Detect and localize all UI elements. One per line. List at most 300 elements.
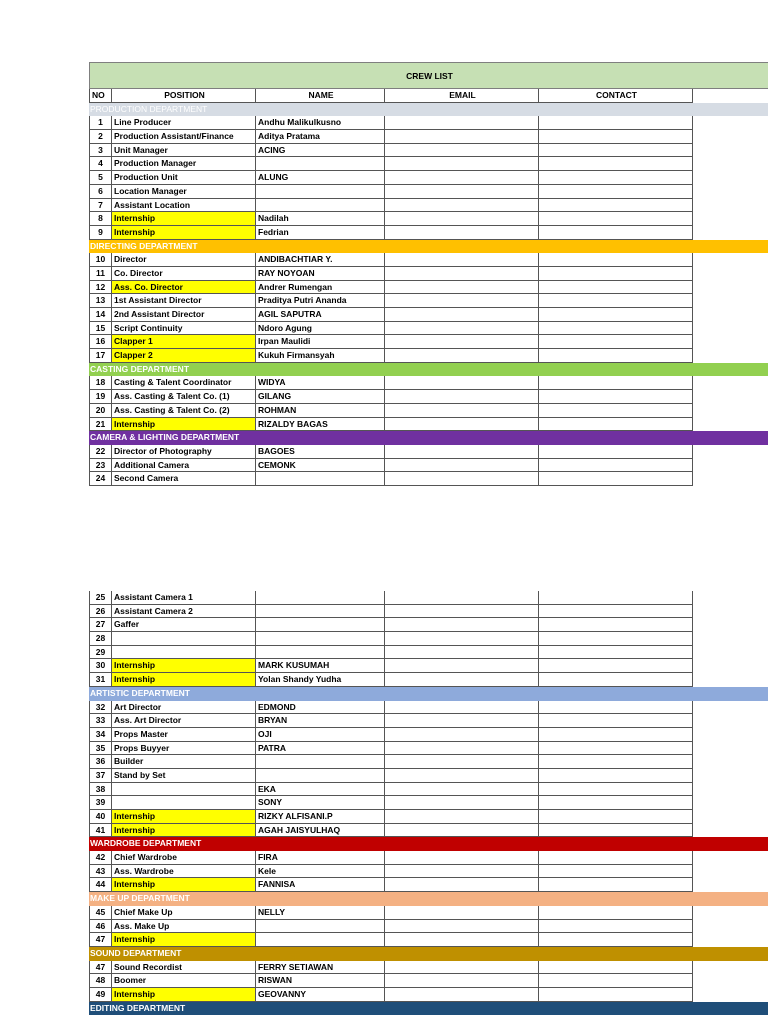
row-email[interactable] xyxy=(385,376,539,390)
row-email[interactable] xyxy=(385,920,539,934)
row-name[interactable]: Kukuh Firmansyah xyxy=(256,349,385,363)
row-email[interactable] xyxy=(385,212,539,226)
row-contact[interactable] xyxy=(539,605,693,619)
row-email[interactable] xyxy=(385,961,539,975)
crew-row xyxy=(89,591,768,605)
row-number[interactable]: 32 xyxy=(89,701,112,715)
row-email[interactable] xyxy=(385,906,539,920)
row-contact[interactable] xyxy=(539,618,693,632)
crew-row xyxy=(89,171,768,185)
row-number[interactable]: 31 xyxy=(89,673,112,687)
row-email[interactable] xyxy=(385,308,539,322)
row-number[interactable]: 36 xyxy=(89,755,112,769)
header-row xyxy=(89,89,768,103)
row-contact[interactable] xyxy=(539,783,693,797)
row-number[interactable]: 46 xyxy=(89,920,112,934)
row-contact[interactable] xyxy=(539,445,693,459)
row-number[interactable]: 30 xyxy=(89,659,112,673)
row-position[interactable]: Production Manager xyxy=(112,157,256,171)
row-position[interactable]: Unit Manager xyxy=(112,144,256,158)
row-name[interactable] xyxy=(256,199,385,213)
row-position[interactable]: Internship xyxy=(112,988,256,1002)
row-email[interactable] xyxy=(385,933,539,947)
row-number[interactable]: 9 xyxy=(89,226,112,240)
row-position[interactable]: Assistant Camera 2 xyxy=(112,605,256,619)
row-position[interactable]: Script Continuity xyxy=(112,322,256,336)
row-position[interactable] xyxy=(112,796,256,810)
row-name[interactable]: Andrer Rumengan xyxy=(256,281,385,295)
row-number[interactable]: 3 xyxy=(89,144,112,158)
row-position[interactable]: Director of Photography xyxy=(112,445,256,459)
row-number[interactable]: 17 xyxy=(89,349,112,363)
row-email[interactable] xyxy=(385,865,539,879)
row-number[interactable]: 27 xyxy=(89,618,112,632)
row-position[interactable]: Production Unit xyxy=(112,171,256,185)
row-name[interactable]: FIRA xyxy=(256,851,385,865)
row-contact[interactable] xyxy=(539,185,693,199)
row-contact[interactable] xyxy=(539,906,693,920)
row-email[interactable] xyxy=(385,714,539,728)
row-position[interactable]: Internship xyxy=(112,878,256,892)
row-name[interactable]: ROHMAN xyxy=(256,404,385,418)
row-name[interactable]: Aditya Pratama xyxy=(256,130,385,144)
row-name[interactable]: RAY NOYOAN xyxy=(256,267,385,281)
row-name[interactable]: Irpan Maulidi xyxy=(256,335,385,349)
row-name[interactable] xyxy=(256,591,385,605)
header-contact: CONTACT xyxy=(539,89,693,103)
row-position[interactable]: Ass. Wardrobe xyxy=(112,865,256,879)
row-name[interactable]: GEOVANNY xyxy=(256,988,385,1002)
row-number[interactable]: 47 xyxy=(89,933,112,947)
row-contact[interactable] xyxy=(539,646,693,660)
row-name[interactable]: AGIL SAPUTRA xyxy=(256,308,385,322)
row-position[interactable]: Chief Make Up xyxy=(112,906,256,920)
row-position[interactable]: Clapper 1 xyxy=(112,335,256,349)
row-contact[interactable] xyxy=(539,769,693,783)
row-number[interactable]: 18 xyxy=(89,376,112,390)
crew-row xyxy=(89,755,768,769)
row-position[interactable]: Internship xyxy=(112,226,256,240)
row-position[interactable]: Casting & Talent Coordinator xyxy=(112,376,256,390)
crew-row xyxy=(89,961,768,975)
crew-row xyxy=(89,281,768,295)
row-name[interactable]: ACING xyxy=(256,144,385,158)
row-email[interactable] xyxy=(385,783,539,797)
row-name[interactable]: OJI xyxy=(256,728,385,742)
row-name[interactable]: ANDIBACHTIAR Y. xyxy=(256,253,385,267)
row-position[interactable] xyxy=(112,632,256,646)
row-name[interactable]: Yolan Shandy Yudha xyxy=(256,673,385,687)
row-number[interactable]: 40 xyxy=(89,810,112,824)
row-email[interactable] xyxy=(385,459,539,473)
row-number[interactable]: 26 xyxy=(89,605,112,619)
row-name[interactable]: GILANG xyxy=(256,390,385,404)
row-position[interactable]: Internship xyxy=(112,933,256,947)
row-name[interactable] xyxy=(256,920,385,934)
row-email[interactable] xyxy=(385,605,539,619)
row-name[interactable]: SONY xyxy=(256,796,385,810)
row-position[interactable]: 2nd Assistant Director xyxy=(112,308,256,322)
row-contact[interactable] xyxy=(539,796,693,810)
row-name[interactable]: AGAH JAISYULHAQ xyxy=(256,824,385,838)
row-email[interactable] xyxy=(385,390,539,404)
row-number[interactable]: 4 xyxy=(89,157,112,171)
row-email[interactable] xyxy=(385,171,539,185)
crew-row xyxy=(89,322,768,336)
row-contact[interactable] xyxy=(539,116,693,130)
row-position[interactable]: Clapper 2 xyxy=(112,349,256,363)
row-number[interactable]: 6 xyxy=(89,185,112,199)
row-contact[interactable] xyxy=(539,144,693,158)
row-position[interactable]: Additional Camera xyxy=(112,459,256,473)
row-position[interactable] xyxy=(112,783,256,797)
row-email[interactable] xyxy=(385,472,539,486)
row-name[interactable] xyxy=(256,933,385,947)
crew-row xyxy=(89,459,768,473)
row-email[interactable] xyxy=(385,116,539,130)
row-email[interactable] xyxy=(385,157,539,171)
row-email[interactable] xyxy=(385,659,539,673)
row-number[interactable]: 15 xyxy=(89,322,112,336)
crew-row xyxy=(89,851,768,865)
department-header: WARDROBE DEPARTMENT xyxy=(89,837,768,851)
row-position[interactable]: Gaffer xyxy=(112,618,256,632)
row-name[interactable]: MARK KUSUMAH xyxy=(256,659,385,673)
department-header: CASTING DEPARTMENT xyxy=(89,363,768,377)
row-contact[interactable] xyxy=(539,212,693,226)
row-name[interactable]: FANNISA xyxy=(256,878,385,892)
row-number[interactable]: 35 xyxy=(89,742,112,756)
row-position[interactable]: Art Director xyxy=(112,701,256,715)
row-name[interactable] xyxy=(256,605,385,619)
row-name[interactable]: Praditya Putri Ananda xyxy=(256,294,385,308)
row-number[interactable]: 7 xyxy=(89,199,112,213)
row-number[interactable]: 21 xyxy=(89,418,112,432)
row-contact[interactable] xyxy=(539,472,693,486)
row-number[interactable]: 2 xyxy=(89,130,112,144)
row-contact[interactable] xyxy=(539,865,693,879)
row-contact[interactable] xyxy=(539,322,693,336)
row-number[interactable]: 24 xyxy=(89,472,112,486)
row-number[interactable]: 13 xyxy=(89,294,112,308)
row-name[interactable]: NELLY xyxy=(256,906,385,920)
row-contact[interactable] xyxy=(539,157,693,171)
row-contact[interactable] xyxy=(539,933,693,947)
crew-row xyxy=(89,988,768,1002)
row-number[interactable]: 5 xyxy=(89,171,112,185)
row-email[interactable] xyxy=(385,591,539,605)
row-name[interactable]: WIDYA xyxy=(256,376,385,390)
row-number[interactable]: 14 xyxy=(89,308,112,322)
row-number[interactable]: 11 xyxy=(89,267,112,281)
row-number[interactable]: 45 xyxy=(89,906,112,920)
crew-row xyxy=(89,933,768,947)
row-number[interactable]: 38 xyxy=(89,783,112,797)
crew-row xyxy=(89,418,768,432)
row-email[interactable] xyxy=(385,769,539,783)
row-position[interactable]: Internship xyxy=(112,810,256,824)
row-position[interactable]: Ass. Make Up xyxy=(112,920,256,934)
row-position[interactable]: Assistant Location xyxy=(112,199,256,213)
row-position[interactable]: Chief Wardrobe xyxy=(112,851,256,865)
row-position[interactable]: Internship xyxy=(112,673,256,687)
crew-row xyxy=(89,974,768,988)
row-position[interactable]: Director xyxy=(112,253,256,267)
row-name[interactable]: ALUNG xyxy=(256,171,385,185)
department-header: MAKE UP DEPARTMENT xyxy=(89,892,768,906)
row-contact[interactable] xyxy=(539,418,693,432)
row-email[interactable] xyxy=(385,199,539,213)
row-email[interactable] xyxy=(385,445,539,459)
row-position[interactable]: Location Manager xyxy=(112,185,256,199)
row-email[interactable] xyxy=(385,618,539,632)
crew-row xyxy=(89,294,768,308)
row-email[interactable] xyxy=(385,701,539,715)
crew-list-title: CREW LIST xyxy=(89,62,768,89)
row-position[interactable]: Ass. Co. Director xyxy=(112,281,256,295)
row-contact[interactable] xyxy=(539,701,693,715)
row-email[interactable] xyxy=(385,335,539,349)
row-contact[interactable] xyxy=(539,308,693,322)
row-contact[interactable] xyxy=(539,226,693,240)
row-contact[interactable] xyxy=(539,171,693,185)
row-name[interactable]: EKA xyxy=(256,783,385,797)
row-number[interactable]: 29 xyxy=(89,646,112,660)
crew-row xyxy=(89,335,768,349)
crew-list-sheet-top xyxy=(89,62,768,486)
row-email[interactable] xyxy=(385,418,539,432)
row-contact[interactable] xyxy=(539,714,693,728)
row-contact[interactable] xyxy=(539,404,693,418)
row-email[interactable] xyxy=(385,267,539,281)
crew-list-sheet-bottom xyxy=(89,591,768,1015)
row-position[interactable]: Line Producer xyxy=(112,116,256,130)
crew-row xyxy=(89,742,768,756)
row-number[interactable]: 42 xyxy=(89,851,112,865)
row-number[interactable]: 20 xyxy=(89,404,112,418)
row-position[interactable]: Internship xyxy=(112,418,256,432)
row-contact[interactable] xyxy=(539,810,693,824)
crew-row xyxy=(89,130,768,144)
row-position[interactable]: Co. Director xyxy=(112,267,256,281)
row-email[interactable] xyxy=(385,144,539,158)
row-number[interactable]: 12 xyxy=(89,281,112,295)
row-position[interactable]: Internship xyxy=(112,659,256,673)
row-contact[interactable] xyxy=(539,130,693,144)
row-name[interactable] xyxy=(256,185,385,199)
department-header: DIRECTING DEPARTMENT xyxy=(89,240,768,254)
row-position[interactable]: Ass. Casting & Talent Co. (1) xyxy=(112,390,256,404)
row-name[interactable]: PATRA xyxy=(256,742,385,756)
row-name[interactable] xyxy=(256,472,385,486)
row-position[interactable]: Builder xyxy=(112,755,256,769)
row-number[interactable]: 49 xyxy=(89,988,112,1002)
row-number[interactable]: 8 xyxy=(89,212,112,226)
row-position[interactable]: Props Buyyer xyxy=(112,742,256,756)
row-contact[interactable] xyxy=(539,335,693,349)
row-email[interactable] xyxy=(385,673,539,687)
crew-row xyxy=(89,810,768,824)
row-position[interactable]: Assistant Camera 1 xyxy=(112,591,256,605)
row-contact[interactable] xyxy=(539,376,693,390)
crew-row xyxy=(89,226,768,240)
header-position: POSITION xyxy=(112,89,256,103)
row-email[interactable] xyxy=(385,646,539,660)
row-email[interactable] xyxy=(385,851,539,865)
row-name[interactable]: BAGOES xyxy=(256,445,385,459)
crew-row xyxy=(89,404,768,418)
row-email[interactable] xyxy=(385,404,539,418)
row-email[interactable] xyxy=(385,824,539,838)
row-name[interactable]: FERRY SETIAWAN xyxy=(256,961,385,975)
row-email[interactable] xyxy=(385,974,539,988)
row-name[interactable] xyxy=(256,618,385,632)
row-contact[interactable] xyxy=(539,988,693,1002)
row-contact[interactable] xyxy=(539,673,693,687)
row-name[interactable] xyxy=(256,157,385,171)
row-number[interactable]: 37 xyxy=(89,769,112,783)
row-name[interactable]: Fedrian xyxy=(256,226,385,240)
row-name[interactable]: RIZKY ALFISANI.P xyxy=(256,810,385,824)
row-contact[interactable] xyxy=(539,755,693,769)
row-position[interactable]: Production Assistant/Finance xyxy=(112,130,256,144)
row-number[interactable]: 28 xyxy=(89,632,112,646)
row-email[interactable] xyxy=(385,810,539,824)
crew-row xyxy=(89,185,768,199)
row-number[interactable]: 10 xyxy=(89,253,112,267)
row-name[interactable]: EDMOND xyxy=(256,701,385,715)
row-number[interactable]: 39 xyxy=(89,796,112,810)
row-contact[interactable] xyxy=(539,294,693,308)
row-contact[interactable] xyxy=(539,349,693,363)
row-email[interactable] xyxy=(385,796,539,810)
row-name[interactable]: Nadilah xyxy=(256,212,385,226)
crew-row xyxy=(89,267,768,281)
crew-row xyxy=(89,199,768,213)
row-contact[interactable] xyxy=(539,851,693,865)
crew-row xyxy=(89,445,768,459)
row-email[interactable] xyxy=(385,281,539,295)
row-contact[interactable] xyxy=(539,728,693,742)
row-contact[interactable] xyxy=(539,459,693,473)
crew-row xyxy=(89,157,768,171)
crew-row xyxy=(89,701,768,715)
row-email[interactable] xyxy=(385,322,539,336)
row-contact[interactable] xyxy=(539,878,693,892)
crew-row xyxy=(89,632,768,646)
row-contact[interactable] xyxy=(539,920,693,934)
row-contact[interactable] xyxy=(539,824,693,838)
row-number[interactable]: 44 xyxy=(89,878,112,892)
crew-row xyxy=(89,714,768,728)
row-email[interactable] xyxy=(385,130,539,144)
crew-row xyxy=(89,376,768,390)
row-name[interactable] xyxy=(256,632,385,646)
row-position[interactable]: Stand by Set xyxy=(112,769,256,783)
row-contact[interactable] xyxy=(539,974,693,988)
row-contact[interactable] xyxy=(539,961,693,975)
row-number[interactable]: 48 xyxy=(89,974,112,988)
row-email[interactable] xyxy=(385,253,539,267)
row-position[interactable]: Internship xyxy=(112,824,256,838)
row-email[interactable] xyxy=(385,728,539,742)
row-email[interactable] xyxy=(385,226,539,240)
row-position[interactable]: Ass. Art Director xyxy=(112,714,256,728)
row-number[interactable]: 16 xyxy=(89,335,112,349)
row-name[interactable] xyxy=(256,769,385,783)
row-name[interactable]: RISWAN xyxy=(256,974,385,988)
row-number[interactable]: 25 xyxy=(89,591,112,605)
row-email[interactable] xyxy=(385,349,539,363)
row-position[interactable] xyxy=(112,646,256,660)
row-name[interactable]: Kele xyxy=(256,865,385,879)
crew-row xyxy=(89,212,768,226)
row-position[interactable]: Second Camera xyxy=(112,472,256,486)
row-position[interactable]: Ass. Casting & Talent Co. (2) xyxy=(112,404,256,418)
row-contact[interactable] xyxy=(539,253,693,267)
row-name[interactable]: RIZALDY BAGAS xyxy=(256,418,385,432)
row-number[interactable]: 43 xyxy=(89,865,112,879)
row-email[interactable] xyxy=(385,878,539,892)
row-number[interactable]: 1 xyxy=(89,116,112,130)
crew-row xyxy=(89,796,768,810)
row-contact[interactable] xyxy=(539,199,693,213)
row-name[interactable]: Andhu Malikulkusno xyxy=(256,116,385,130)
row-contact[interactable] xyxy=(539,742,693,756)
row-number[interactable]: 23 xyxy=(89,459,112,473)
row-position[interactable]: Sound Recordist xyxy=(112,961,256,975)
row-number[interactable]: 34 xyxy=(89,728,112,742)
crew-row xyxy=(89,659,768,673)
row-email[interactable] xyxy=(385,294,539,308)
row-name[interactable] xyxy=(256,755,385,769)
row-number[interactable]: 41 xyxy=(89,824,112,838)
crew-row xyxy=(89,390,768,404)
row-contact[interactable] xyxy=(539,281,693,295)
row-name[interactable]: CEMONK xyxy=(256,459,385,473)
row-contact[interactable] xyxy=(539,659,693,673)
row-number[interactable]: 33 xyxy=(89,714,112,728)
row-name[interactable]: Ndoro Agung xyxy=(256,322,385,336)
department-header: PRODUCTION DEPARTMENT xyxy=(89,103,768,117)
row-email[interactable] xyxy=(385,185,539,199)
row-contact[interactable] xyxy=(539,632,693,646)
row-name[interactable] xyxy=(256,646,385,660)
crew-row xyxy=(89,253,768,267)
row-email[interactable] xyxy=(385,988,539,1002)
row-number[interactable]: 47 xyxy=(89,961,112,975)
row-number[interactable]: 22 xyxy=(89,445,112,459)
crew-row xyxy=(89,673,768,687)
row-position[interactable]: Boomer xyxy=(112,974,256,988)
row-email[interactable] xyxy=(385,742,539,756)
row-contact[interactable] xyxy=(539,591,693,605)
crew-row xyxy=(89,865,768,879)
row-email[interactable] xyxy=(385,632,539,646)
row-number[interactable]: 19 xyxy=(89,390,112,404)
crew-row xyxy=(89,783,768,797)
crew-row xyxy=(89,728,768,742)
row-email[interactable] xyxy=(385,755,539,769)
crew-row xyxy=(89,920,768,934)
crew-row xyxy=(89,349,768,363)
row-contact[interactable] xyxy=(539,267,693,281)
row-position[interactable]: Internship xyxy=(112,212,256,226)
row-position[interactable]: 1st Assistant Director xyxy=(112,294,256,308)
row-name[interactable]: BRYAN xyxy=(256,714,385,728)
row-position[interactable]: Props Master xyxy=(112,728,256,742)
row-contact[interactable] xyxy=(539,390,693,404)
